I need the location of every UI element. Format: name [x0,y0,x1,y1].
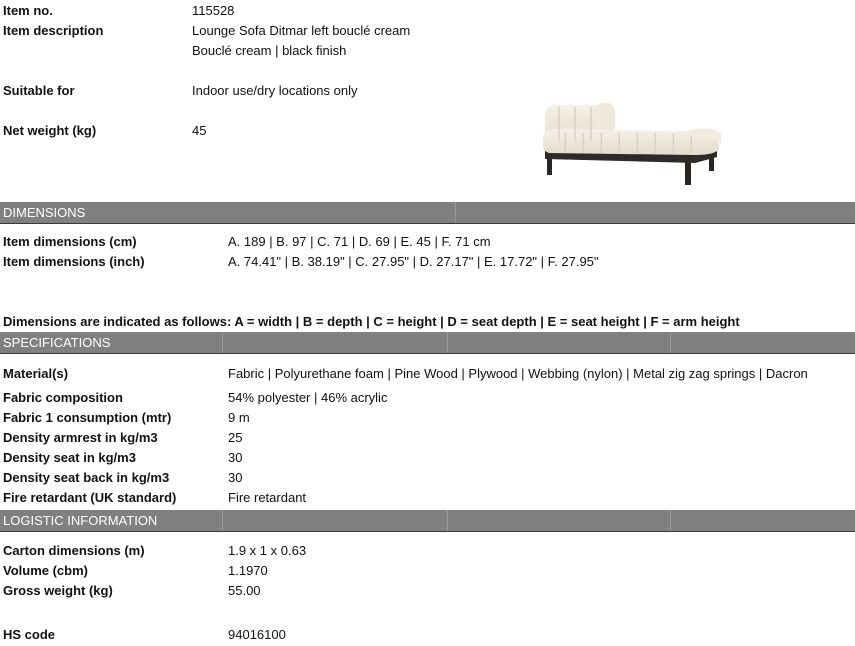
section-rule [0,353,855,354]
logistic-value: 1.1970 [228,563,268,578]
spec-value: 54% polyester | 46% acrylic [228,390,388,405]
spec-label: Density seat in kg/m3 [3,450,136,465]
item-finish-value: Bouclé cream | black finish [192,43,347,58]
section-rule [0,223,855,224]
header-divider [670,510,671,531]
spec-label: Fire retardant (UK standard) [3,490,177,505]
header-divider [670,332,671,353]
dimension-label: Item dimensions (cm) [3,234,137,249]
section-rule [0,531,855,532]
item-description-label: Item description [3,23,104,38]
spec-value: Fabric | Polyurethane foam | Pine Wood | Plywood | Webbing (nylon) | Metal zig zag springs | Dacron [228,366,808,381]
dimension-value: A. 189 | B. 97 | C. 71 | D. 69 | E. 45 | F. 71 cm [228,234,491,249]
dimensions-section-title: DIMENSIONS [3,205,86,220]
header-divider [455,202,456,223]
spec-value: 9 m [228,410,250,425]
item-description-value: Lounge Sofa Ditmar left bouclé cream [192,23,411,38]
item-no-value: 115528 [192,3,235,18]
header-divider [222,510,223,531]
spec-label: Fabric 1 consumption (mtr) [3,410,172,425]
logistic-value: 55.00 [228,583,261,598]
logistic-section-header [0,510,855,531]
logistic-label: HS code [3,627,56,642]
net-weight-label: Net weight (kg) [3,123,97,138]
spec-label: Fabric composition [3,390,123,405]
spec-label: Density seat back in kg/m3 [3,470,170,485]
header-divider [447,332,448,353]
dimension-value: A. 74.41" | B. 38.19" | C. 27.95" | D. 27.17" | E. 17.72" | F. 27.95" [228,254,599,269]
suitable-for-value: Indoor use/dry locations only [192,83,358,98]
logistic-label: Carton dimensions (m) [3,543,145,558]
spec-value: 30 [228,470,243,485]
logistic-label: Gross weight (kg) [3,583,113,598]
logistic-section-title: LOGISTIC INFORMATION [3,513,158,528]
product-image [535,97,725,192]
spec-value: 30 [228,450,243,465]
specifications-section-header [0,332,855,353]
spec-value: Fire retardant [228,490,307,505]
suitable-for-label: Suitable for [3,83,75,98]
logistic-value: 1.9 x 1 x 0.63 [228,543,307,558]
specifications-section-title: SPECIFICATIONS [3,335,111,350]
logistic-value: 94016100 [228,627,286,642]
logistic-label: Volume (cbm) [3,563,88,578]
dimensions-section-header [0,202,855,223]
dimensions-legend: Dimensions are indicated as follows: A = width | B = depth | C = height | D = seat depth | E = seat height | F = arm height [3,314,740,329]
net-weight-value: 45 [192,123,207,138]
spec-label: Material(s) [3,366,69,381]
item-no-label: Item no. [3,3,53,18]
header-divider [447,510,448,531]
spec-label: Density armrest in kg/m3 [3,430,158,445]
spec-value: 25 [228,430,243,445]
header-divider [222,332,223,353]
dimension-label: Item dimensions (inch) [3,254,145,269]
